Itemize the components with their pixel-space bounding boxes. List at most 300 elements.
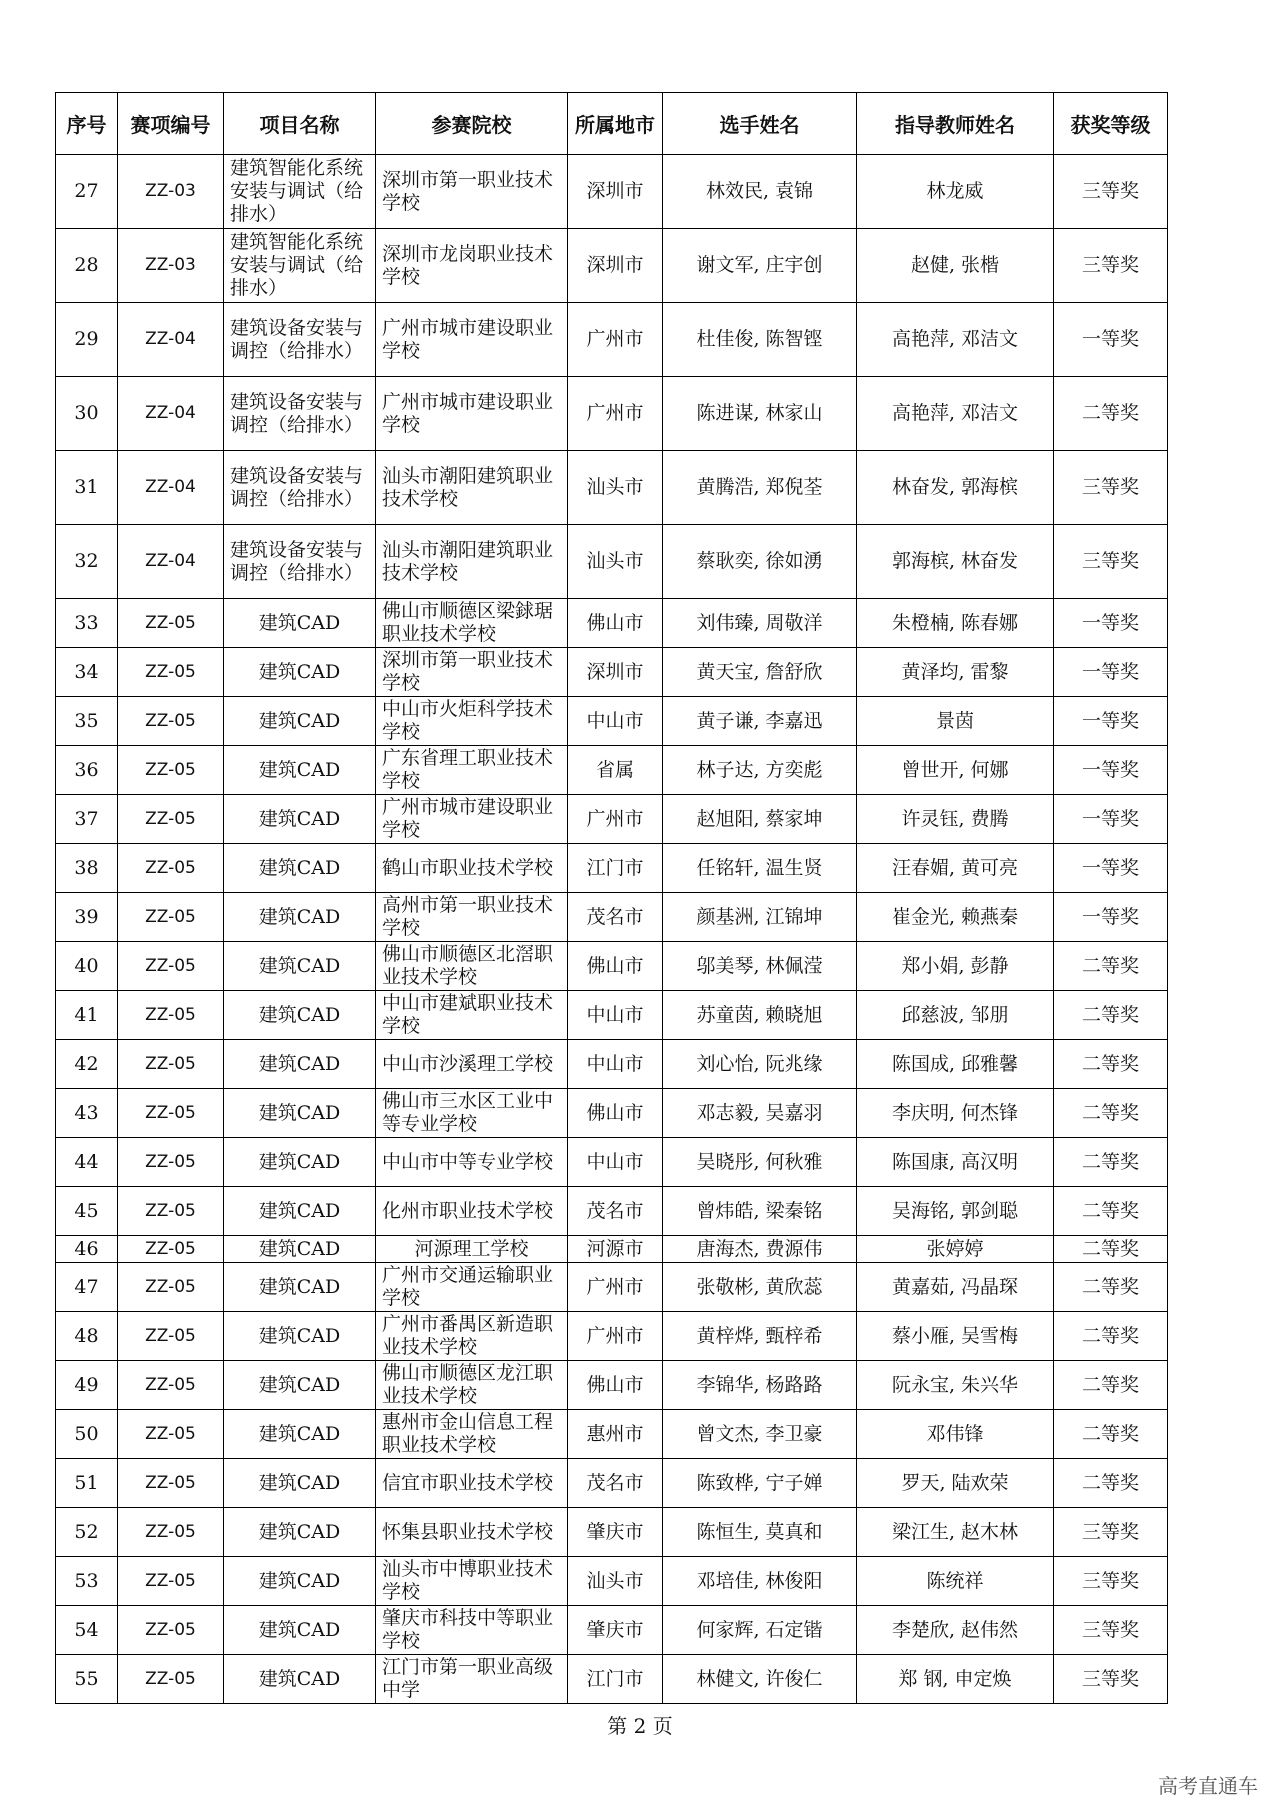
event-code: [118, 1655, 224, 1704]
project-name-text: 建筑CAD: [258, 758, 341, 781]
student-names-text: 吴晓彤, 何秋雅: [696, 1150, 823, 1173]
teacher-names-text: 景茵: [935, 709, 974, 732]
award-level: [1054, 648, 1168, 697]
row-number-text: 28: [74, 254, 99, 276]
project-name: [224, 1263, 376, 1312]
student-names-text: 谢文军, 庄宇创: [696, 254, 823, 276]
event-code: [118, 893, 224, 942]
teacher-names: [857, 648, 1054, 697]
teacher-names-text: 陈统祥: [926, 1569, 984, 1592]
student-names: [663, 844, 857, 893]
teacher-names-text: 邱慈波, 邹朋: [901, 1003, 1009, 1026]
table-row: [56, 1557, 1168, 1606]
city-name-text: 佛山市: [586, 611, 644, 634]
teacher-names-text: 蔡小雁, 吴雪梅: [891, 1324, 1019, 1347]
school-name: [376, 844, 568, 893]
row-number-text: 40: [74, 954, 99, 977]
student-names-text: 杜佳俊, 陈智铿: [696, 328, 823, 350]
award-level-text: 二等奖: [1081, 1275, 1139, 1298]
school-name: [376, 525, 568, 599]
teacher-names: [857, 155, 1054, 229]
table-row: [56, 599, 1168, 648]
row-number-text: 44: [74, 1150, 99, 1173]
teacher-names-text: 朱橙楠, 陈春娜: [891, 611, 1019, 634]
city-name: [568, 303, 663, 377]
project-name: [224, 1187, 376, 1236]
award-level: [1054, 1089, 1168, 1138]
table-row: [56, 303, 1168, 377]
row-number: [56, 1459, 118, 1508]
student-names: [663, 451, 857, 525]
city-name-text: 佛山市: [586, 1101, 644, 1124]
student-names: [663, 1459, 857, 1508]
student-names-text: 李锦华, 杨路路: [696, 1373, 823, 1396]
table-row: [56, 795, 1168, 844]
award-level: [1054, 525, 1168, 599]
row-number-text: 46: [74, 1237, 99, 1260]
teacher-names: [857, 893, 1054, 942]
city-name: [568, 1236, 663, 1263]
teacher-names: [857, 1410, 1054, 1459]
award-level: [1054, 1606, 1168, 1655]
table-row: [56, 155, 1168, 229]
school-name-text: 中山市中等专业学校: [382, 1150, 554, 1173]
project-name-text: 建筑CAD: [258, 1618, 341, 1641]
award-level: [1054, 746, 1168, 795]
project-name: [224, 1312, 376, 1361]
table-row: [56, 525, 1168, 599]
event-code: [118, 746, 224, 795]
school-name-text: 化州市职业技术学校: [382, 1199, 554, 1222]
student-names-text: 邬美琴, 林佩滢: [696, 954, 823, 977]
city-name-text: 佛山市: [586, 954, 644, 977]
award-level-text: 三等奖: [1081, 254, 1139, 276]
event-code-text: ZZ-05: [145, 1374, 196, 1395]
teacher-names: [857, 1312, 1054, 1361]
project-name-text: 建筑CAD: [258, 1275, 341, 1298]
school-name-text: 深圳市龙岗职业技术学校: [382, 242, 554, 288]
column-header: 获奖等级: [1054, 93, 1168, 155]
award-level-text: 二等奖: [1081, 1003, 1139, 1026]
teacher-names-text: 汪春媚, 黄可亮: [891, 856, 1019, 879]
column-header: 赛项编号: [118, 93, 224, 155]
project-name-text: 建筑CAD: [258, 905, 341, 928]
table-row: [56, 942, 1168, 991]
event-code: [118, 1138, 224, 1187]
student-names-text: 林效民, 袁锦: [705, 180, 814, 202]
award-level: [1054, 451, 1168, 525]
city-name-text: 广州市: [586, 807, 644, 830]
row-number-text: 51: [74, 1471, 99, 1494]
school-name-text: 河源理工学校: [414, 1237, 529, 1260]
project-name-text: 建筑CAD: [258, 1569, 341, 1592]
city-name: [568, 746, 663, 795]
project-name: [224, 155, 376, 229]
project-name: [224, 1089, 376, 1138]
teacher-names-text: 黄嘉茹, 冯晶琛: [891, 1275, 1019, 1298]
project-name: [224, 1557, 376, 1606]
city-name-text: 江门市: [586, 1667, 644, 1690]
school-name: [376, 942, 568, 991]
student-names: [663, 746, 857, 795]
teacher-names: [857, 746, 1054, 795]
teacher-names-text: 吴海铭, 郭剑聪: [891, 1199, 1019, 1222]
student-names: [663, 1040, 857, 1089]
teacher-names: [857, 303, 1054, 377]
project-name: [224, 746, 376, 795]
school-name-text: 汕头市中博职业技术学校: [382, 1558, 554, 1603]
school-name: [376, 991, 568, 1040]
city-name: [568, 1410, 663, 1459]
city-name: [568, 1040, 663, 1089]
award-level-text: 一等奖: [1081, 856, 1139, 879]
row-number-text: 47: [74, 1275, 99, 1298]
student-names-text: 黄子谦, 李嘉迅: [696, 709, 823, 732]
event-code: [118, 1508, 224, 1557]
table-row: [56, 697, 1168, 746]
teacher-names-text: 张婷婷: [926, 1237, 984, 1260]
school-name: [376, 599, 568, 648]
event-code: [118, 525, 224, 599]
student-names: [663, 1557, 857, 1606]
teacher-names-text: 陈国成, 邱雅馨: [891, 1052, 1019, 1075]
table-row: [56, 1263, 1168, 1312]
row-number: [56, 844, 118, 893]
city-name-text: 广州市: [586, 402, 644, 424]
table-row: [56, 1361, 1168, 1410]
teacher-names-text: 阮永宝, 朱兴华: [891, 1373, 1019, 1396]
project-name-text: 建筑CAD: [258, 660, 341, 683]
teacher-names-text: 郑小娟, 彭静: [901, 954, 1009, 977]
student-names-text: 陈致桦, 宁子婵: [696, 1471, 823, 1494]
row-number-text: 35: [74, 709, 99, 732]
event-code-text: ZZ-05: [145, 1619, 196, 1640]
student-names: [663, 525, 857, 599]
event-code: [118, 155, 224, 229]
event-code-text: ZZ-05: [145, 710, 196, 731]
project-name: [224, 648, 376, 697]
table-row: [56, 1040, 1168, 1089]
teacher-names: [857, 1263, 1054, 1312]
project-name-text: 建筑智能化系统安装与调试（给排水）: [230, 231, 364, 299]
event-code: [118, 229, 224, 303]
row-number-text: 38: [74, 856, 99, 879]
teacher-names: [857, 1606, 1054, 1655]
row-number: [56, 303, 118, 377]
table-row: [56, 844, 1168, 893]
event-code: [118, 1557, 224, 1606]
project-name-text: 建筑智能化系统安装与调试（给排水）: [230, 157, 364, 225]
teacher-names-text: 林奋发, 郭海槟: [891, 476, 1019, 498]
table-row: [56, 229, 1168, 303]
city-name-text: 中山市: [586, 1150, 644, 1173]
city-name: [568, 525, 663, 599]
award-level: [1054, 1138, 1168, 1187]
student-names-text: 蔡耿奕, 徐如湧: [696, 550, 823, 572]
student-names: [663, 1508, 857, 1557]
project-name: [224, 451, 376, 525]
event-code-text: ZZ-05: [145, 1570, 196, 1591]
teacher-names-text: 崔金光, 赖燕秦: [891, 905, 1019, 928]
student-names-text: 苏童茵, 赖晓旭: [696, 1003, 823, 1026]
school-name: [376, 1655, 568, 1704]
project-name: [224, 942, 376, 991]
event-code-text: ZZ-05: [145, 1325, 196, 1346]
city-name: [568, 1138, 663, 1187]
city-name: [568, 451, 663, 525]
event-code: [118, 1089, 224, 1138]
student-names: [663, 1410, 857, 1459]
student-names-text: 曾炜皓, 梁秦铭: [696, 1199, 823, 1222]
school-name: [376, 1187, 568, 1236]
row-number: [56, 377, 118, 451]
column-header: 项目名称: [224, 93, 376, 155]
event-code-text: ZZ-05: [145, 612, 196, 633]
city-name: [568, 1459, 663, 1508]
school-name-text: 汕头市潮阳建筑职业技术学校: [382, 464, 554, 510]
school-name: [376, 1361, 568, 1410]
award-level-text: 三等奖: [1081, 1520, 1139, 1543]
event-code: [118, 1187, 224, 1236]
row-number-text: 33: [74, 611, 99, 634]
teacher-names: [857, 525, 1054, 599]
teacher-names-text: 高艳萍, 邓洁文: [891, 328, 1019, 350]
project-name: [224, 844, 376, 893]
event-code: [118, 795, 224, 844]
project-name-text: 建筑CAD: [258, 1422, 341, 1445]
project-name: [224, 697, 376, 746]
award-level-text: 一等奖: [1081, 758, 1139, 781]
city-name-text: 肇庆市: [586, 1618, 644, 1641]
event-code-text: ZZ-03: [145, 255, 196, 275]
row-number: [56, 1187, 118, 1236]
teacher-names: [857, 1655, 1054, 1704]
award-level: [1054, 1040, 1168, 1089]
event-code-text: ZZ-05: [145, 1521, 196, 1542]
school-name-text: 佛山市顺德区梁銶琚职业技术学校: [382, 600, 554, 645]
row-number-text: 55: [74, 1667, 99, 1690]
teacher-names-text: 郭海槟, 林奋发: [891, 550, 1019, 572]
teacher-names-text: 许灵钰, 费腾: [901, 807, 1009, 830]
student-names-text: 唐海杰, 费源伟: [696, 1237, 823, 1260]
event-code: [118, 303, 224, 377]
teacher-names: [857, 697, 1054, 746]
row-number-text: 48: [74, 1324, 99, 1347]
row-number-text: 30: [74, 402, 99, 424]
student-names-text: 林健文, 许俊仁: [696, 1667, 823, 1690]
row-number: [56, 942, 118, 991]
award-level: [1054, 697, 1168, 746]
event-code: [118, 599, 224, 648]
student-names-text: 邓培佳, 林俊阳: [696, 1569, 823, 1592]
row-number: [56, 525, 118, 599]
school-name: [376, 1459, 568, 1508]
row-number-text: 27: [74, 180, 99, 202]
student-names-text: 何家辉, 石定锴: [696, 1618, 823, 1641]
project-name: [224, 991, 376, 1040]
award-level-text: 三等奖: [1081, 180, 1139, 202]
award-level-text: 三等奖: [1081, 1667, 1139, 1690]
project-name-text: 建筑CAD: [258, 954, 341, 977]
teacher-names-text: 郑 钢, 申定焕: [898, 1667, 1012, 1690]
row-number: [56, 746, 118, 795]
student-names: [663, 1187, 857, 1236]
city-name: [568, 1312, 663, 1361]
student-names: [663, 991, 857, 1040]
award-level-text: 二等奖: [1081, 1471, 1139, 1494]
event-code: [118, 1236, 224, 1263]
award-level: [1054, 229, 1168, 303]
event-code: [118, 844, 224, 893]
row-number-text: 50: [74, 1422, 99, 1445]
teacher-names-text: 黄泽均, 雷黎: [901, 660, 1009, 683]
award-table: [55, 92, 1168, 1704]
school-name: [376, 697, 568, 746]
row-number: [56, 1089, 118, 1138]
row-number-text: 52: [74, 1520, 99, 1543]
row-number-text: 54: [74, 1618, 99, 1641]
row-number-text: 39: [74, 905, 99, 928]
award-level: [1054, 1312, 1168, 1361]
city-name: [568, 1089, 663, 1138]
table-row: [56, 893, 1168, 942]
row-number: [56, 1263, 118, 1312]
city-name-text: 茂名市: [586, 1199, 644, 1222]
project-name: [224, 599, 376, 648]
project-name: [224, 1236, 376, 1263]
row-number: [56, 1312, 118, 1361]
event-code-text: ZZ-04: [145, 403, 196, 423]
award-level-text: 二等奖: [1081, 954, 1139, 977]
project-name-text: 建筑CAD: [258, 1101, 341, 1124]
project-name-text: 建筑CAD: [258, 1052, 341, 1075]
project-name: [224, 525, 376, 599]
city-name: [568, 1655, 663, 1704]
school-name-text: 汕头市潮阳建筑职业技术学校: [382, 538, 554, 584]
column-header: 参赛院校: [376, 93, 568, 155]
award-level-text: 二等奖: [1081, 1101, 1139, 1124]
city-name-text: 中山市: [586, 709, 644, 732]
award-level: [1054, 795, 1168, 844]
award-level: [1054, 1410, 1168, 1459]
project-name-text: 建筑设备安装与调控（给排水）: [230, 464, 364, 510]
row-number-text: 53: [74, 1569, 99, 1592]
school-name-text: 高州市第一职业技术学校: [382, 894, 554, 939]
row-number: [56, 1236, 118, 1263]
award-level: [1054, 942, 1168, 991]
award-level-text: 二等奖: [1081, 1237, 1139, 1260]
table-row: [56, 1187, 1168, 1236]
row-number-text: 49: [74, 1373, 99, 1396]
teacher-names: [857, 942, 1054, 991]
project-name: [224, 1410, 376, 1459]
teacher-names: [857, 229, 1054, 303]
school-name-text: 江门市第一职业高级中学: [382, 1656, 554, 1701]
table-row: [56, 1606, 1168, 1655]
city-name-text: 惠州市: [586, 1422, 644, 1445]
teacher-names: [857, 1138, 1054, 1187]
row-number: [56, 1655, 118, 1704]
school-name-text: 惠州市金山信息工程职业技术学校: [382, 1411, 554, 1456]
city-name: [568, 942, 663, 991]
teacher-names: [857, 451, 1054, 525]
student-names-text: 黄腾浩, 郑倪荃: [696, 476, 823, 498]
award-level: [1054, 377, 1168, 451]
table-row: [56, 1312, 1168, 1361]
city-name: [568, 893, 663, 942]
city-name: [568, 1187, 663, 1236]
city-name: [568, 795, 663, 844]
school-name-text: 广州市番禺区新造职业技术学校: [382, 1313, 554, 1358]
award-level: [1054, 155, 1168, 229]
row-number: [56, 795, 118, 844]
event-code-text: ZZ-05: [145, 808, 196, 829]
row-number-text: 37: [74, 807, 99, 830]
city-name-text: 省属: [595, 758, 634, 781]
event-code-text: ZZ-05: [145, 1472, 196, 1493]
event-code-text: ZZ-05: [145, 661, 196, 682]
event-code-text: ZZ-03: [145, 181, 196, 201]
city-name-text: 汕头市: [586, 550, 644, 572]
school-name-text: 信宜市职业技术学校: [382, 1471, 554, 1494]
city-name: [568, 1508, 663, 1557]
student-names-text: 黄天宝, 詹舒欣: [696, 660, 823, 683]
table-row: [56, 648, 1168, 697]
watermark-text: 高考直通车: [1158, 1774, 1258, 1798]
award-level-text: 一等奖: [1081, 660, 1139, 683]
project-name: [224, 1655, 376, 1704]
project-name-text: 建筑CAD: [258, 1003, 341, 1026]
student-names-text: 曾文杰, 李卫豪: [696, 1422, 823, 1445]
project-name: [224, 795, 376, 844]
event-code: [118, 991, 224, 1040]
award-level: [1054, 1187, 1168, 1236]
school-name: [376, 377, 568, 451]
school-name-text: 中山市火炬科学技术学校: [382, 698, 554, 743]
project-name: [224, 1606, 376, 1655]
project-name-text: 建筑CAD: [258, 807, 341, 830]
school-name-text: 广州市城市建设职业学校: [382, 796, 554, 841]
city-name: [568, 599, 663, 648]
student-names: [663, 1606, 857, 1655]
student-names: [663, 1263, 857, 1312]
student-names: [663, 599, 857, 648]
table-row: [56, 1410, 1168, 1459]
city-name: [568, 1361, 663, 1410]
school-name: [376, 1236, 568, 1263]
project-name-text: 建筑CAD: [258, 1199, 341, 1222]
school-name: [376, 451, 568, 525]
row-number: [56, 1410, 118, 1459]
city-name-text: 汕头市: [586, 476, 644, 498]
event-code: [118, 1312, 224, 1361]
award-level: [1054, 893, 1168, 942]
event-code: [118, 451, 224, 525]
teacher-names-text: 赵健, 张楷: [910, 254, 1000, 276]
city-name-text: 深圳市: [586, 180, 644, 202]
school-name: [376, 1089, 568, 1138]
school-name: [376, 893, 568, 942]
city-name: [568, 377, 663, 451]
student-names: [663, 1089, 857, 1138]
school-name-text: 深圳市第一职业技术学校: [382, 649, 554, 694]
project-name-text: 建筑CAD: [258, 1471, 341, 1494]
table-row: [56, 1138, 1168, 1187]
award-level-text: 二等奖: [1081, 1422, 1139, 1445]
city-name-text: 中山市: [586, 1003, 644, 1026]
event-code-text: ZZ-05: [145, 857, 196, 878]
city-name-text: 深圳市: [586, 254, 644, 276]
